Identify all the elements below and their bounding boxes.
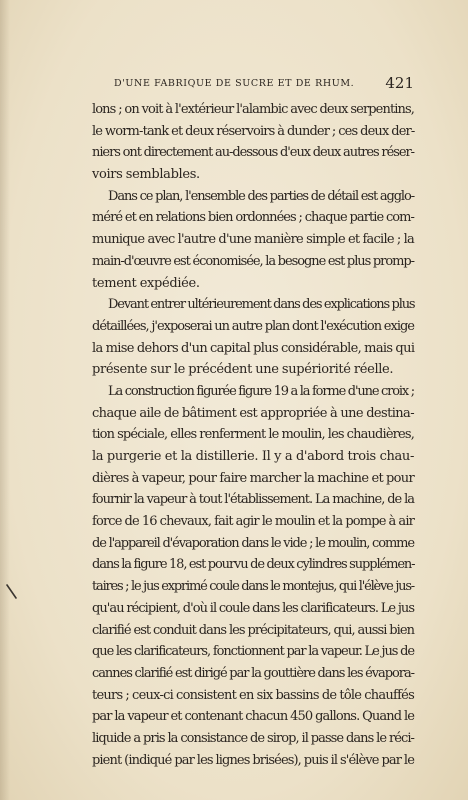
text-line: teurs ; ceux-ci consistent en six bassins de tôle chauffés [92,687,414,703]
text-line: que les clarificateurs, fonctionnent par la vapeur. Le jus de [92,644,414,660]
text-line: détaillées, j'exposerai un autre plan dont l'exécution exige [92,318,414,334]
text-line: tion spéciale, elles renferment le moulin, les chaudières, [92,427,414,443]
text-line: la mise dehors d'un capital plus considérable, mais qui [92,340,415,356]
text-line: liquide a pris la consistance de sirop, il passe dans le réci- [92,730,414,746]
text-line: Dans ce plan, l'ensemble des parties de détail est agglo- [108,188,414,204]
page-number: 421 [385,74,414,92]
text-line: le worm-tank et deux réservoirs à dunder ; ces deux der- [92,123,415,139]
text-line: dières à vapeur, pour faire marcher la machine et pour [92,470,414,486]
text-line: fournir la vapeur à tout l'établissement. La machine, de la [92,492,414,508]
page-header [92,74,414,92]
text-line: chaque aile de bâtiment est appropriée à une destina- [92,405,414,421]
text-line: voirs semblables. [92,167,200,183]
text-line: de l'appareil d'évaporation dans le vide ; le moulin, comme [92,535,414,551]
text-line: par la vapeur et contenant chacun 450 gallons. Quand le [92,709,414,725]
text-line: lons ; on voit à l'extérieur l'alambic avec deux serpentins, [92,102,414,117]
text-line: qu'au récipient, d'où il coule dans les clarificateurs. Le jus [92,600,415,616]
text-line: tement expédiée. [92,275,200,291]
text-line: méré et en relations bien ordonnées ; chaque partie com- [92,210,414,226]
text-line: la purgerie et la distillerie. Il y a d'abord trois chau- [92,449,414,464]
text-line: dans la figure 18, est pourvu de deux cylindres supplémen- [92,557,415,573]
text-line: clarifié est conduit dans les précipitateurs, qui, aussi bien [92,622,414,638]
text-line: pient (indiqué par les lignes brisées), puis il s'élève par le [92,752,414,768]
gutter-shadow [0,0,10,800]
text-line: force de 16 chevaux, fait agir le moulin et la pompe à air [92,514,414,530]
text-line: cannes clarifié est dirigé par la gouttière dans les évapora- [92,665,414,681]
body-text [92,99,414,771]
text-line: La construction figurée figure 19 a la forme d'une croix ; [108,383,414,399]
text-line: Devant entrer ultérieurement dans des explications plus [108,297,415,313]
text-line: niers ont directement au-dessous d'eux deux autres réser- [92,145,414,161]
text-line: munique avec l'autre d'une manière simple et facile ; la [92,232,414,248]
running-head: D'UNE FABRIQUE DE SUCRE ET DE RHUM. [114,78,355,89]
text-line: taires ; le jus exprimé coule dans le montejus, qui l'élève jus- [92,579,414,595]
margin-pencil-mark [5,584,19,600]
text-line: main-d'œuvre est économisée, la besogne est plus promp- [92,253,414,269]
text-line: présente sur le précédent une supériorité réelle. [92,362,394,378]
